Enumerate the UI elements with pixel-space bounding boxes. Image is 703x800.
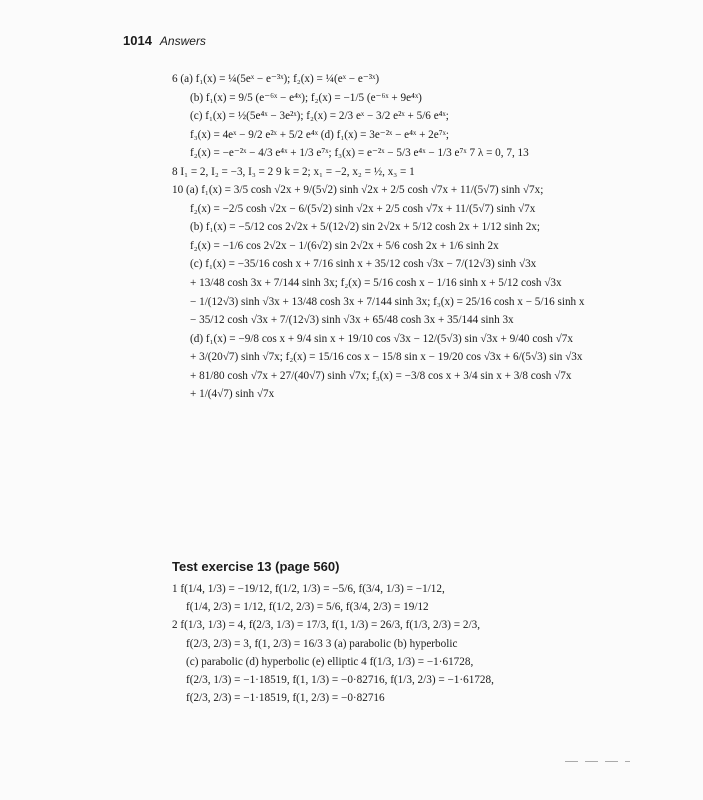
answer-line: − 35/12 cosh √3x + 7/(12√3) sinh √3x + 65/48 cosh 3x + 35/144 sinh 3x [190, 314, 514, 327]
answer-line: 6 (a) f₁(x) = ¼(5eˣ − e⁻³ˣ); f₂(x) = ¼(eˣ − e⁻³ˣ) [172, 73, 380, 85]
answer-line: f₂(x) = −1/6 cos 2√2x − 1/(6√2) sin 2√2x + 5/6 cosh 2x + 1/6 sinh 2x [190, 239, 499, 252]
answer-line: − 1/(12√3) sinh √3x + 13/48 cosh 3x + 7/144 sinh 3x; f₃(x) = 25/16 cosh x − 5/16 sinh x [190, 295, 585, 308]
scan-artifact-dashes [565, 761, 630, 762]
answer-line: (c) f₁(x) = ½(5e⁴ˣ − 3e²ˣ); f₂(x) = 2/3 eˣ − 3/2 e²ˣ + 5/6 e⁴ˣ; [190, 110, 449, 123]
answer-line: (b) f₁(x) = −5/12 cos 2√2x + 5/(12√2) sin 2√2x + 5/12 cosh 2x + 1/12 sinh 2x; [190, 221, 541, 234]
answer-line: + 3/(20√7) sinh √7x; f₂(x) = 15/16 cos x − 15/8 sin x − 19/20 cos √3x + 6/(5√3) sin √3x [190, 351, 583, 364]
answer-line: f₃(x) = 4eˣ − 9/2 e²ˣ + 5/2 e⁴ˣ (d) f₁(x) = 3e⁻²ˣ − e⁴ˣ + 2e⁷ˣ; [190, 128, 449, 141]
section-title: Test exercise 13 (page 560) [172, 559, 340, 574]
answer-line: 10 (a) f₁(x) = 3/5 cosh √2x + 9/(5√2) sinh √2x + 2/5 cosh √7x + 11/(5√7) sinh √7x; [172, 184, 544, 197]
test-line: 2 f(1/3, 1/3) = 4, f(2/3, 1/3) = 17/3, f(1, 1/3) = 26/3, f(1/3, 2/3) = 2/3, [172, 619, 480, 632]
answer-line: (c) f₁(x) = −35/16 cosh x + 7/16 sinh x + 35/12 cosh √3x − 7/(12√3) sinh √3x [190, 258, 537, 271]
answers-block [172, 70, 612, 404]
test-line: f(2/3, 2/3) = −1·18519, f(1, 2/3) = −0·82716 [186, 692, 385, 705]
answer-line: f₂(x) = −2/5 cosh √2x − 6/(5√2) sinh √2x + 2/5 cosh √7x + 11/(5√7) sinh √7x [190, 202, 536, 215]
answer-line: + 13/48 cosh 3x + 7/144 sinh 3x; f₂(x) = 5/16 cosh x − 1/16 sinh x + 5/12 cosh √3x [190, 277, 562, 290]
test-line: 1 f(1/4, 1/3) = −19/12, f(1/2, 1/3) = −5/6, f(3/4, 1/3) = −1/12, [172, 583, 445, 595]
answer-line: + 81/80 cosh √7x + 27/(40√7) sinh √7x; f₃(x) = −3/8 cos x + 3/4 sin x + 3/8 cosh √7x [190, 369, 572, 382]
test-line: f(2/3, 2/3) = 3, f(1, 2/3) = 16/3 3 (a) parabolic (b) hyperbolic [186, 637, 458, 650]
test-line: (c) parabolic (d) hyperbolic (e) elliptic 4 f(1/3, 1/3) = −1·61728, [186, 655, 474, 668]
answer-line: (d) f₁(x) = −9/8 cos x + 9/4 sin x + 19/10 cos √3x − 12/(5√3) sin √3x + 9/40 cosh √7x [190, 332, 573, 345]
dash-mark [625, 761, 630, 762]
test-line: f(1/4, 2/3) = 1/12, f(1/2, 2/3) = 5/6, f(3/4, 2/3) = 19/12 [186, 601, 429, 614]
page-header [123, 33, 206, 48]
dash-mark [605, 761, 618, 762]
answer-line: f₂(x) = −e⁻²ˣ − 4/3 e⁴ˣ + 1/3 e⁷ˣ; f₃(x) = e⁻²ˣ − 5/3 e⁴ˣ − 1/3 e⁷ˣ 7 λ = 0, 7, 13 [190, 147, 529, 160]
answer-line: (b) f₁(x) = 9/5 (e⁻⁶ˣ − e⁴ˣ); f₂(x) = −1/5 (e⁻⁶ˣ + 9e⁴ˣ) [190, 91, 422, 104]
page-number: 1014 [123, 33, 152, 48]
test-line: f(2/3, 1/3) = −1·18519, f(1, 1/3) = −0·82716, f(1/3, 2/3) = −1·61728, [186, 673, 494, 686]
answer-line: + 1/(4√7) sinh √7x [190, 388, 275, 401]
dash-mark [585, 761, 598, 762]
test-exercise-block [172, 580, 612, 707]
dash-mark [565, 761, 578, 762]
running-title: Answers [159, 34, 206, 48]
answer-line: 8 I₁ = 2, I₂ = −3, I₃ = 2 9 k = 2; x₁ = −2, x₂ = ½, x₃ = 1 [172, 165, 415, 178]
